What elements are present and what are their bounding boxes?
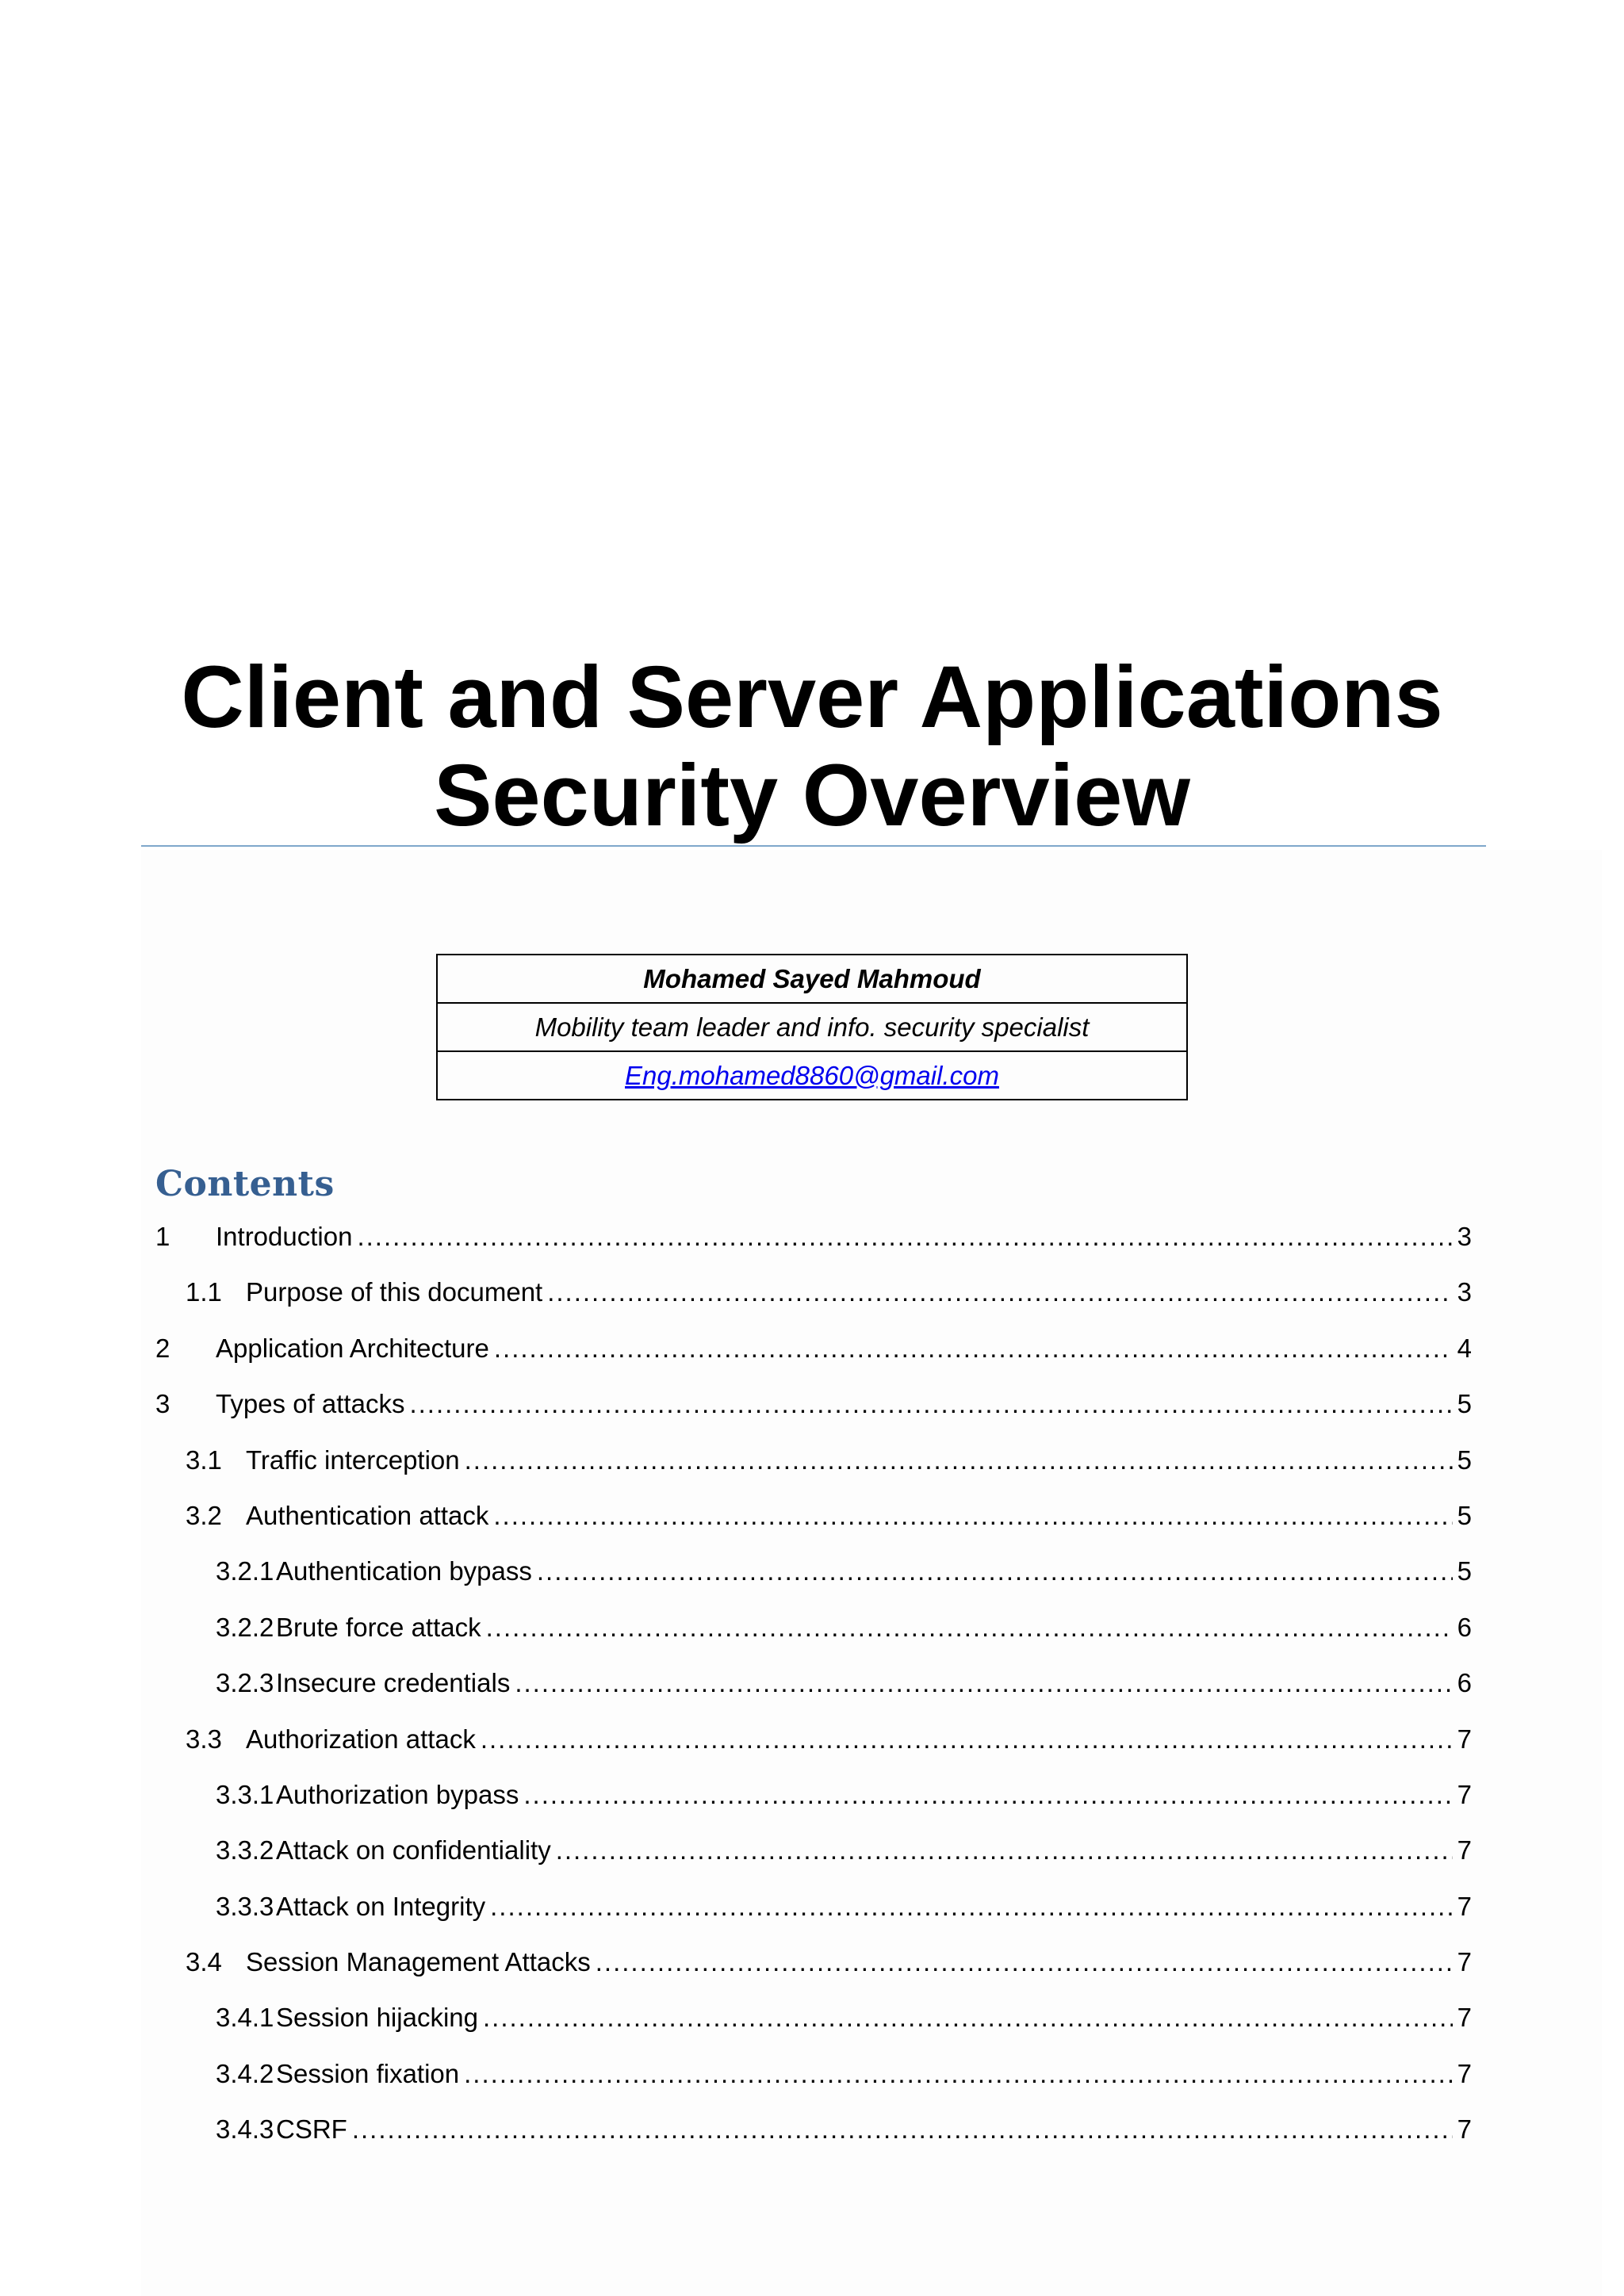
- toc-entry-page[interactable]: 3: [1457, 1222, 1472, 1251]
- toc-entry-page[interactable]: 7: [1457, 1779, 1472, 1809]
- toc-dot-leader: [596, 1938, 1453, 1986]
- toc-entry-title[interactable]: Traffic interception: [246, 1445, 460, 1475]
- document-title-line-2: Security Overview: [434, 747, 1190, 844]
- contents-heading: Contents: [155, 1164, 335, 1204]
- toc-entry-number: 3.2.1: [216, 1556, 274, 1586]
- table-of-contents: [155, 1213, 1472, 2162]
- author-role-row: [437, 1003, 1187, 1051]
- toc-entry-title[interactable]: Insecure credentials: [276, 1668, 511, 1698]
- author-info-table: [436, 954, 1188, 1100]
- toc-entry-number: 3.3.2: [216, 1835, 274, 1866]
- author-email-cell: [437, 1051, 1187, 1100]
- toc-entry-number: 3.3.3: [216, 1891, 274, 1921]
- toc-dot-leader: [556, 1827, 1453, 1874]
- toc-entry[interactable]: [155, 1492, 1472, 1548]
- toc-entry-number: 3.1: [186, 1445, 222, 1475]
- toc-dot-leader: [515, 1659, 1452, 1707]
- toc-entry-page[interactable]: 7: [1457, 1891, 1472, 1921]
- title-divider: [141, 845, 1486, 847]
- toc-entry-title[interactable]: Authentication attack: [246, 1500, 489, 1530]
- toc-entry-page[interactable]: 7: [1457, 1835, 1472, 1866]
- toc-entry-page[interactable]: 7: [1457, 2058, 1472, 2088]
- toc-dot-leader: [481, 1716, 1453, 1763]
- toc-entry[interactable]: [155, 1548, 1472, 1603]
- toc-dot-leader: [490, 1883, 1453, 1931]
- author-name: Mohamed Sayed Mahmoud: [437, 955, 1187, 1003]
- toc-entry[interactable]: [155, 2106, 1472, 2161]
- toc-entry-page[interactable]: 7: [1457, 1724, 1472, 1754]
- toc-entry-page[interactable]: 7: [1457, 2003, 1472, 2033]
- toc-entry-title[interactable]: Types of attacks: [216, 1389, 405, 1419]
- toc-entry-page[interactable]: 5: [1457, 1445, 1472, 1475]
- toc-entry[interactable]: [155, 1604, 1472, 1659]
- toc-entry-page[interactable]: 7: [1457, 1947, 1472, 1977]
- toc-dot-leader: [494, 1325, 1453, 1372]
- document-title: [0, 649, 1624, 845]
- toc-entry-number: 1: [155, 1222, 170, 1251]
- toc-entry-number: 1.1: [186, 1277, 222, 1307]
- toc-entry-page[interactable]: 5: [1457, 1556, 1472, 1586]
- toc-entry-page[interactable]: 5: [1457, 1389, 1472, 1419]
- toc-entry-title[interactable]: Brute force attack: [276, 1612, 481, 1642]
- toc-entry[interactable]: [155, 1827, 1472, 1882]
- toc-entry-title[interactable]: Session hijacking: [276, 2003, 478, 2033]
- author-email-row: [437, 1051, 1187, 1100]
- toc-entry-number: 3.3: [186, 1724, 222, 1754]
- toc-entry-number: 2: [155, 1333, 170, 1363]
- toc-entry[interactable]: [155, 1994, 1472, 2049]
- document-title-line-1: Client and Server Applications: [181, 649, 1443, 746]
- toc-dot-leader: [357, 1213, 1452, 1261]
- toc-entry-page[interactable]: 5: [1457, 1500, 1472, 1530]
- toc-entry-number: 3.2: [186, 1500, 222, 1530]
- toc-dot-leader: [486, 1604, 1453, 1651]
- toc-dot-leader: [537, 1548, 1453, 1595]
- toc-entry-number: 3.2.3: [216, 1668, 274, 1698]
- toc-entry-page[interactable]: 7: [1457, 2114, 1472, 2145]
- author-role: Mobility team leader and info. security specialist: [437, 1003, 1187, 1051]
- toc-entry-number: 3.2.2: [216, 1612, 274, 1642]
- toc-entry-title[interactable]: Session Management Attacks: [246, 1947, 591, 1977]
- toc-dot-leader: [523, 1771, 1452, 1819]
- toc-entry[interactable]: [155, 1659, 1472, 1715]
- toc-entry-page[interactable]: 6: [1457, 1612, 1472, 1642]
- toc-entry[interactable]: [155, 1716, 1472, 1771]
- toc-entry-number: 3: [155, 1389, 170, 1419]
- toc-entry-title[interactable]: Authentication bypass: [276, 1556, 532, 1586]
- toc-entry[interactable]: [155, 2050, 1472, 2106]
- toc-dot-leader: [352, 2106, 1453, 2153]
- toc-entry[interactable]: [155, 1380, 1472, 1436]
- toc-entry[interactable]: [155, 1213, 1472, 1269]
- toc-entry[interactable]: [155, 1325, 1472, 1380]
- toc-entry-title[interactable]: Attack on Integrity: [276, 1891, 486, 1921]
- toc-dot-leader: [409, 1380, 1452, 1428]
- toc-entry-title[interactable]: Application Architecture: [216, 1333, 489, 1363]
- toc-entry-page[interactable]: 4: [1457, 1333, 1472, 1363]
- toc-entry[interactable]: [155, 1883, 1472, 1938]
- toc-entry-number: 3.4: [186, 1947, 222, 1977]
- author-email-link[interactable]: Eng.mohamed8860@gmail.com: [625, 1060, 999, 1090]
- toc-entry-title[interactable]: Session fixation: [276, 2058, 460, 2088]
- toc-entry-number: 3.4.1: [216, 2003, 274, 2033]
- toc-entry-title[interactable]: CSRF: [276, 2114, 347, 2145]
- toc-entry[interactable]: [155, 1938, 1472, 1994]
- toc-dot-leader: [483, 1994, 1453, 2042]
- toc-entry-number: 3.4.2: [216, 2058, 274, 2088]
- toc-entry-title[interactable]: Authorization attack: [246, 1724, 476, 1754]
- toc-entry[interactable]: [155, 1437, 1472, 1492]
- toc-entry[interactable]: [155, 1771, 1472, 1827]
- toc-entry-number: 3.3.1: [216, 1779, 274, 1809]
- toc-entry-page[interactable]: 6: [1457, 1668, 1472, 1698]
- toc-entry-number: 3.4.3: [216, 2114, 274, 2145]
- toc-entry[interactable]: [155, 1269, 1472, 1324]
- author-name-row: [437, 955, 1187, 1003]
- toc-entry-title[interactable]: Purpose of this document: [246, 1277, 543, 1307]
- toc-entry-page[interactable]: 3: [1457, 1277, 1472, 1307]
- toc-entry-title[interactable]: Attack on confidentiality: [276, 1835, 551, 1866]
- toc-entry-title[interactable]: Authorization bypass: [276, 1779, 519, 1809]
- toc-dot-leader: [547, 1269, 1452, 1316]
- toc-dot-leader: [493, 1492, 1452, 1540]
- toc-entry-title[interactable]: Introduction: [216, 1222, 353, 1251]
- toc-dot-leader: [464, 2050, 1453, 2098]
- toc-dot-leader: [465, 1437, 1453, 1484]
